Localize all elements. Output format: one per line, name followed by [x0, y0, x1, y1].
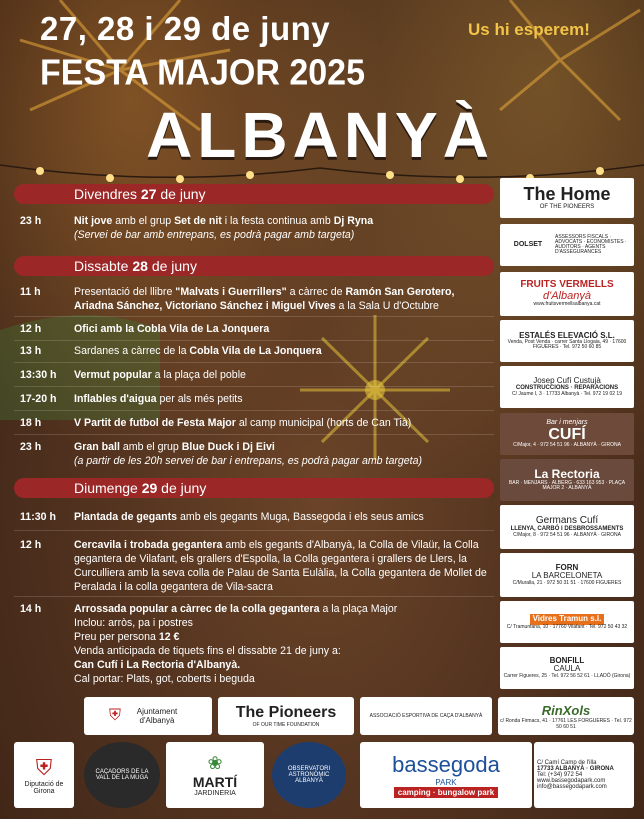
- divider: [14, 362, 494, 363]
- sponsor-fruits-vermells: FRUITS VERMELLS d'Albanyà www.fruitsvermellsalbanya.cat: [500, 272, 634, 316]
- town-name: ALBANYÀ: [146, 99, 494, 171]
- divider: [14, 316, 494, 317]
- sponsor-the-pioneers: The Pioneers OF OUR TIME FOUNDATION: [218, 697, 354, 735]
- day-header-sunday: Diumenge 29 de juny: [14, 478, 494, 498]
- event-time: 12 h: [20, 323, 42, 335]
- divider: [14, 410, 494, 411]
- event-time: 13 h: [20, 345, 42, 357]
- divider: [14, 434, 494, 435]
- sponsor-bassegoda: bassegoda PARK camping · bungalow park: [360, 742, 532, 808]
- sponsor-bonfill-caula: BONFILL CAULA Carrer Figueres, 25 · Tel. 972 56 52 61 · LLADÓ (Girona): [500, 647, 634, 689]
- event-row: 11 h Presentació del llibre "Malvats i Guerrillers" a càrrec de Ramón San Gerotero, Ariadna Sánchez, Victoriano Sánchez i Miguel Vives a la Sala U d'Octubre: [20, 286, 455, 312]
- event-row: 23 h Gran ball amb el grup Blue Duck i Dj Eivi (a partir de les 20h servei de bar i entrepans, es podrà pagar amb targeta): [20, 441, 423, 467]
- sponsor-la-rectoria: La Rectoria BAR · MENJARS · ALBERG · 633 163 953 · PLAÇA MAJOR 2 · ALBANYÀ: [500, 459, 634, 501]
- event-row: 12 h Cercavila i trobada gegantera amb els gegants d'Albanyà, la Colla de Vilaür, la Colla gegantera de Vilafant, els grallers d'Espolla, la Colla gegantera i grallers de Llers, la Curculliera amb la seva colla de Palau de Santa Eulàlia, la Colla gegantera de Mollet de Peralada i la colla gegantera de Vila-sacra: [20, 539, 487, 593]
- sponsor-estales: ESTALÉS ELEVACIÓ S.L. Venda, Post Venda · carrer Santa Llogaia, 49 · 17600 FIGUERES · Tel. 972 50 60 85: [500, 320, 634, 362]
- sponsor-diputacio: ⛨ Diputació de Girona: [14, 742, 74, 808]
- event-time: 11 h: [20, 286, 41, 298]
- event-time: 17-20 h: [20, 393, 57, 405]
- festival-dates: 27, 28 i 29 de juny: [40, 10, 331, 47]
- event-time: 23 h: [20, 215, 42, 227]
- sponsor-bar-cufi: Bar i menjars CUFÍ C/Major, 4 · 972 54 51 96 · ALBANYÀ · GIRONA: [500, 413, 634, 455]
- leaf-icon: ❀: [207, 753, 223, 773]
- event-row: 23 h Nit jove amb el grup Set de nit i la festa continua amb Dj Ryna (Servei de bar amb entrepans, es podrà pagar amb targeta): [20, 215, 374, 241]
- sponsor-germans-cufi: Germans Cufí LLENYA, CARBÓ I DESBROSSAMENTS C/Major, 8 · 972 54 51 96 · ALBANYÀ · GIRONA: [500, 505, 634, 549]
- sponsor-observatori: OBSERVATORI ASTRONÒMIC ALBANYÀ: [272, 742, 346, 808]
- day-header-friday: Divendres 27 de juny: [14, 184, 494, 204]
- sponsor-marti-jardineria: ❀ MARTÍ JARDINERIA: [166, 742, 264, 808]
- divider: [14, 386, 494, 387]
- day-header-saturday: Dissabte 28 de juny: [14, 256, 494, 276]
- event-time: 11:30 h: [20, 511, 56, 523]
- shield-icon: ⛨: [108, 707, 121, 724]
- sponsor-forn-barceloneta: FORN LA BARCELONETA C/Muralla, 21 · 972 50 31 51 · 17600 FIGUERES: [500, 553, 634, 597]
- divider: [14, 530, 494, 531]
- shield-icon: ⛨: [35, 755, 53, 780]
- event-time: 23 h: [20, 441, 42, 453]
- sponsor-the-home: The Home OF THE PIONEERS: [500, 178, 634, 218]
- sponsor-josep-cufi: Josep Cufí Custujà CONSTRUCCIONS · REPARACIONS C/ Jaume I, 3 · 17733 Albanyà · Tel. 972 19 02 19: [500, 366, 634, 408]
- event-time: 14 h: [20, 603, 42, 615]
- sponsor-cacadors: CAÇADORS DE LA VALL DE LA MUGA: [84, 742, 160, 808]
- event-time: 18 h: [20, 417, 42, 429]
- poster: 27, 28 i 29 de juny FESTA MAJOR 2025 Us hi esperem! ALBANYÀ Divendres 27 de juny 23 h Nit jove amb el grup Set de nit i la festa continua amb Dj Ryna (Servei de bar amb entrepans, es podrà pagar amb targeta) Dissabte 28 de juny 11 h Presentació del llibre "Malvats i Guerrillers" a càrrec de Ramón San Gerotero, Ariadna Sánchez, Victoriano Sánchez i Miguel Vives a la Sala U d'Octubre 12 h Ofici amb la Cobla Vila de La Jonquera 13 h Sardanes a càrrec de la Cobla Vila de La Jonquera 13:30 h Vermut popular a la plaça del poble 17-20 h Inflables d'aigua per als més petits 18 h V Partit de futbol de Festa Major al camp municipal (horts de Can Tià) 23 h Gran ball amb el grup Blue Duck i Dj Eivi (a partir de les 20h servei de bar i entrepans, es podrà pagar amb targeta) Diumenge 29 de juny 11:30 h Plantada de gegants amb els gegants Muga, Bassegoda i els seus amics 12 h Cercavila i trobada gegantera amb els gegants d'Albanyà, la Colla de Vilaür, la Colla gegantera de Vilafant, els grallers d'Espolla, la Colla gegantera i grallers de Llers, la Curculliera amb la seva colla de Palau de Santa Eulàlia, la Colla gegantera de Mollet de Peralada i la colla gegantera de Vila-sacra 14 h Arrossada popular a càrrec de la colla gegantera a la plaça Major Inclou: arròs, pa i postres Preu per persona 12 € Venda anticipada de tiquets fins el dissabte 21 de juny a: Can Cufí i La Rectoria d'Albanyà. Cal portar: Plats, got, coberts i beguda The Home OF THE PIONEERS DOLSET ASSESSORS FISCALS · ADVOCATS · ECONOMISTES · AUDITORS · AGENTS D'ASSEGURANCES FRUITS VERMELLS d'Albanyà www.fruitsvermellsalbanya.cat ESTALÉS ELEVACIÓ S.L. Venda, Post Venda · carrer Santa Llogaia, 49 · 17600 FIGUERES · Tel. 972 50 60 85 Josep Cufí Custujà CONSTRUCCIONS · REPARACIONS C/ Jaume I, 3 · 17733 Albanyà · Tel. 972 19 02 19 Bar i menjars CUFÍ C/Major, 4 · 972 54 51 96 · ALBANYÀ · GIRONA La Rectoria BAR · MENJARS · ALBERG · 633 163 953 · PLAÇA MAJOR 2 · ALBANYÀ Germans Cufí LLENYA, CARBÓ I DESBROSSAMENTS C/Major, 8 · 972 54 51 96 · ALBANYÀ · GIRONA FORN LA BARCELONETA C/Muralla, 21 · 972 50 31 51 · 17600 FIGUERES Vidres Tramun s.l. C/ Tramuntana, 10 · 17760 Vilafant · Tel. 972 50 43 32 BONFILL CAULA Carrer Figueres, 25 · Tel. 972 56 52 61 · LLADÓ (Girona) ⛨ Ajuntament d'Albanyà The Pioneers OF OUR TIME FOUNDATION ASSOCIACIÓ ESPORTIVA DE CAÇA D'ALBANYÀ RinXols c/ Ronda Firmacs, 41 · 17761 LES FORGUERES · Tel. 972 50 60 51 ⛨ Diputació de Girona CAÇADORS DE LA VALL DE LA MUGA ❀ MARTÍ JARDINERIA OBSERVATORI ASTRONÒMIC ALBANYÀ bassegoda PARK camping · bungalow park C/ Camí Camp de l'illa 17733 ALBANYÀ · GIRONA Tel: (+34) 972 54 www.bassegodapark.com info@bassegodapark.com: [0, 0, 644, 819]
- event-row: 14 h Arrossada popular a càrrec de la colla gegantera a la plaça Major Inclou: arròs, pa i postres Preu per persona 12 € Venda anticipada de tiquets fins el dissabte 21 de juny a: Can Cufí i La Rectoria d'Albanyà. Cal portar: Plats, got, coberts i beguda: [20, 603, 398, 685]
- bassegoda-contact: C/ Camí Camp de l'illa 17733 ALBANYÀ · GIRONA Tel: (+34) 972 54 www.bassegodapark.com info@bassegodapark.com: [534, 742, 634, 808]
- sponsor-dolset: DOLSET ASSESSORS FISCALS · ADVOCATS · ECONOMISTES · AUDITORS · AGENTS D'ASSEGURANCES: [500, 224, 634, 266]
- event-time: 12 h: [20, 539, 42, 551]
- divider: [14, 340, 494, 341]
- divider: [14, 596, 494, 597]
- sponsor-ajuntament: ⛨ Ajuntament d'Albanyà: [84, 697, 212, 735]
- sponsor-vidres-tramun: Vidres Tramun s.l. C/ Tramuntana, 10 · 17760 Vilafant · Tel. 972 50 43 32: [500, 601, 634, 643]
- sponsor-rinxols: RinXols c/ Ronda Firmacs, 41 · 17761 LES FORGUERES · Tel. 972 50 60 51: [498, 697, 634, 735]
- sponsor-caca: ASSOCIACIÓ ESPORTIVA DE CAÇA D'ALBANYÀ: [360, 697, 492, 735]
- slogan: Us hi esperem!: [468, 20, 590, 39]
- event-time: 13:30 h: [20, 369, 57, 381]
- festival-title: FESTA MAJOR 2025: [40, 53, 365, 93]
